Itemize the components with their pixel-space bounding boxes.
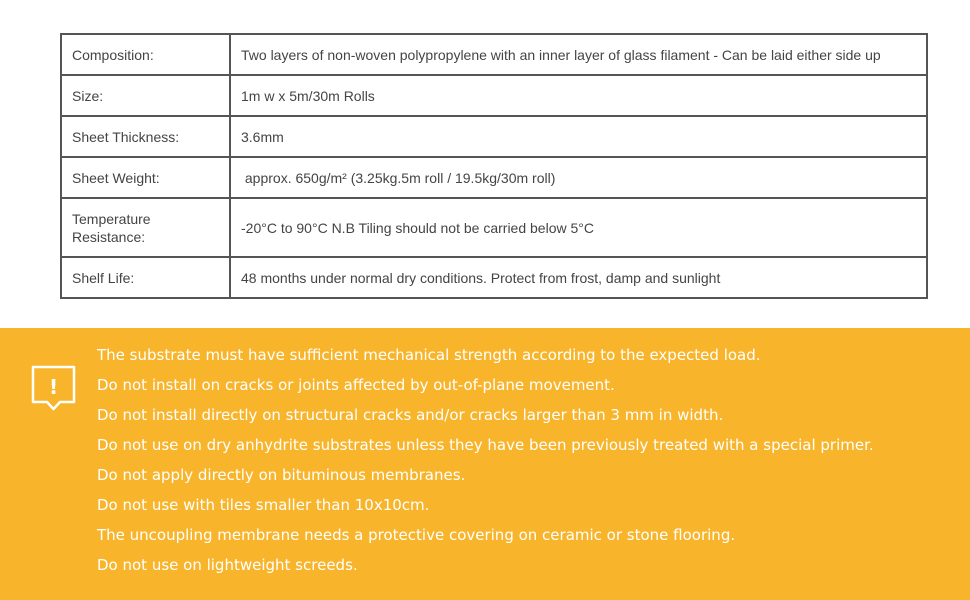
spec-label: Temperature Resistance:: [61, 198, 230, 257]
list-item: Do not use with tiles smaller than 10x10cm.: [97, 496, 430, 514]
spec-value: 1m w x 5m/30m Rolls: [230, 75, 927, 116]
spec-value: 3.6mm: [230, 116, 927, 157]
list-item: The uncoupling membrane needs a protective covering on ceramic or stone flooring.: [97, 526, 736, 544]
list-item: The substrate must have sufficient mechanical strength according to the expected load.: [97, 346, 761, 364]
spec-table: [60, 33, 928, 299]
table-row: [61, 198, 927, 257]
warning-list: [97, 340, 874, 580]
table-row: [61, 116, 927, 157]
spec-label: Size:: [61, 75, 230, 116]
spec-label: Sheet Thickness:: [61, 116, 230, 157]
spec-label: Composition:: [61, 34, 230, 75]
list-item: Do not install on cracks or joints affected by out-of-plane movement.: [97, 376, 615, 394]
table-row: [61, 157, 927, 198]
alert-glyph: !: [48, 375, 59, 399]
table-row: [61, 257, 927, 298]
spec-label: Shelf Life:: [61, 257, 230, 298]
list-item: Do not use on lightweight screeds.: [97, 556, 358, 574]
list-item: Do not use on dry anhydrite substrates unless they have been previously treated with a special primer.: [97, 436, 874, 454]
spec-value: Two layers of non-woven polypropylene with an inner layer of glass filament - Can be laid either side up: [230, 34, 927, 75]
spec-label: Sheet Weight:: [61, 157, 230, 198]
spec-value: 48 months under normal dry conditions. Protect from frost, damp and sunlight: [230, 257, 927, 298]
spec-value: approx. 650g/m² (3.25kg.5m roll / 19.5kg/30m roll): [230, 157, 927, 198]
list-item: Do not apply directly on bituminous membranes.: [97, 466, 466, 484]
warning-panel: [0, 328, 970, 600]
table-row: [61, 75, 927, 116]
table-row: [61, 34, 927, 75]
spec-value: -20°C to 90°C N.B Tiling should not be carried below 5°C: [230, 198, 927, 257]
alert-icon: [30, 365, 77, 411]
list-item: Do not install directly on structural cracks and/or cracks larger than 3 mm in width.: [97, 406, 724, 424]
